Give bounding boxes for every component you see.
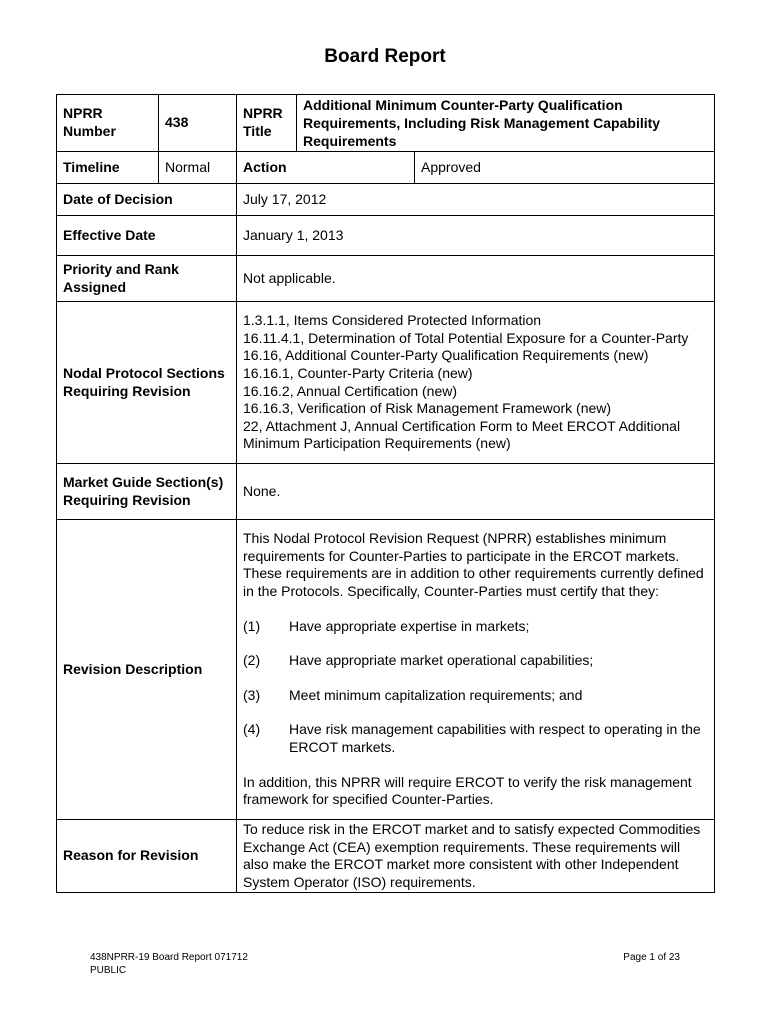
- list-item: [243, 652, 708, 670]
- section-line: 1.3.1.1, Items Considered Protected Information: [243, 312, 542, 329]
- action-label: Action: [237, 152, 415, 184]
- reason-label: Reason for Revision: [57, 820, 237, 893]
- reason-value: To reduce risk in the ERCOT market and to satisfy expected Commodities Exchange Act (CEA) exemption requirements. These requirements will also make the ERCOT market more consistent with other Independent System Operator (ISO) requirements.: [237, 820, 715, 893]
- effective-date-row: [57, 216, 715, 256]
- nprr-number-value: 438: [159, 95, 237, 152]
- date-of-decision-label: Date of Decision: [57, 184, 237, 216]
- list-item-text: Have appropriate expertise in markets;: [289, 617, 530, 634]
- footer-classification: PUBLIC: [90, 965, 127, 976]
- footer-doc-id: 438NPRR-19 Board Report 071712: [90, 952, 248, 963]
- nprr-title-value: Additional Minimum Counter-Party Qualification Requirements, Including Risk Management Capability Requirements: [297, 95, 715, 152]
- list-item: [243, 687, 708, 705]
- footer-doc-info: [90, 951, 248, 977]
- nodal-sections-row: [57, 302, 715, 464]
- revision-closing: In addition, this NPRR will require ERCOT to verify the risk management framework for specified Counter-Parties.: [243, 773, 692, 808]
- date-of-decision-value: July 17, 2012: [237, 184, 715, 216]
- list-item: [243, 618, 708, 636]
- revision-description-body: [237, 520, 715, 820]
- effective-date-label: Effective Date: [57, 216, 237, 256]
- section-line: 16.16.3, Verification of Risk Management Framework (new): [243, 400, 612, 417]
- nprr-number-label: NPRR Number: [57, 95, 159, 152]
- market-guide-row: [57, 464, 715, 520]
- priority-label: Priority and Rank Assigned: [57, 256, 237, 302]
- nprr-header-row: [57, 95, 715, 152]
- priority-row: [57, 256, 715, 302]
- list-item-text: Have risk management capabilities with respect to operating in the ERCOT markets.: [289, 721, 701, 755]
- page-title: Board Report: [324, 46, 446, 67]
- list-item: [243, 721, 708, 756]
- list-item-number: (3): [243, 686, 261, 703]
- priority-value: Not applicable.: [237, 256, 715, 302]
- market-guide-label: Market Guide Section(s) Requiring Revision: [57, 464, 237, 520]
- timeline-value: Normal: [159, 152, 237, 184]
- action-value: Approved: [415, 152, 715, 184]
- revision-description-label: Revision Description: [57, 520, 237, 820]
- list-item-text: Have appropriate market operational capabilities;: [289, 652, 594, 669]
- list-item-text: Meet minimum capitalization requirements; and: [289, 686, 583, 703]
- nodal-sections-label: Nodal Protocol Sections Requiring Revision: [57, 302, 237, 464]
- timeline-label: Timeline: [57, 152, 159, 184]
- section-line: 16.16.1, Counter-Party Criteria (new): [243, 364, 473, 381]
- nprr-title-label: NPRR Title: [237, 95, 297, 152]
- effective-date-value: January 1, 2013: [237, 216, 715, 256]
- list-item-number: (4): [243, 721, 261, 738]
- footer-page-number: Page 1 of 23: [623, 952, 680, 963]
- section-line: 16.16.2, Annual Certification (new): [243, 382, 458, 399]
- reason-row: [57, 820, 715, 893]
- nodal-sections-list: [237, 302, 715, 464]
- section-line: 16.16, Additional Counter-Party Qualification Requirements (new): [243, 347, 649, 364]
- board-report-table: [56, 94, 715, 893]
- market-guide-value: None.: [237, 464, 715, 520]
- revision-description-row: [57, 520, 715, 820]
- revision-intro: This Nodal Protocol Revision Request (NPRR) establishes minimum requirements for Counter-Parties to participate in the ERCOT markets. These requirements are in addition to other requirements currently defined in the Protocols. Specifically, Counter-Parties must certify that they:: [243, 530, 704, 600]
- timeline-row: [57, 152, 715, 184]
- list-item-number: (2): [243, 652, 261, 669]
- section-line: 22, Attachment J, Annual Certification Form to Meet ERCOT Additional Minimum Participation Requirements (new): [243, 417, 681, 452]
- list-item-number: (1): [243, 617, 261, 634]
- section-line: 16.11.4.1, Determination of Total Potential Exposure for a Counter-Party: [243, 329, 689, 346]
- date-of-decision-row: [57, 184, 715, 216]
